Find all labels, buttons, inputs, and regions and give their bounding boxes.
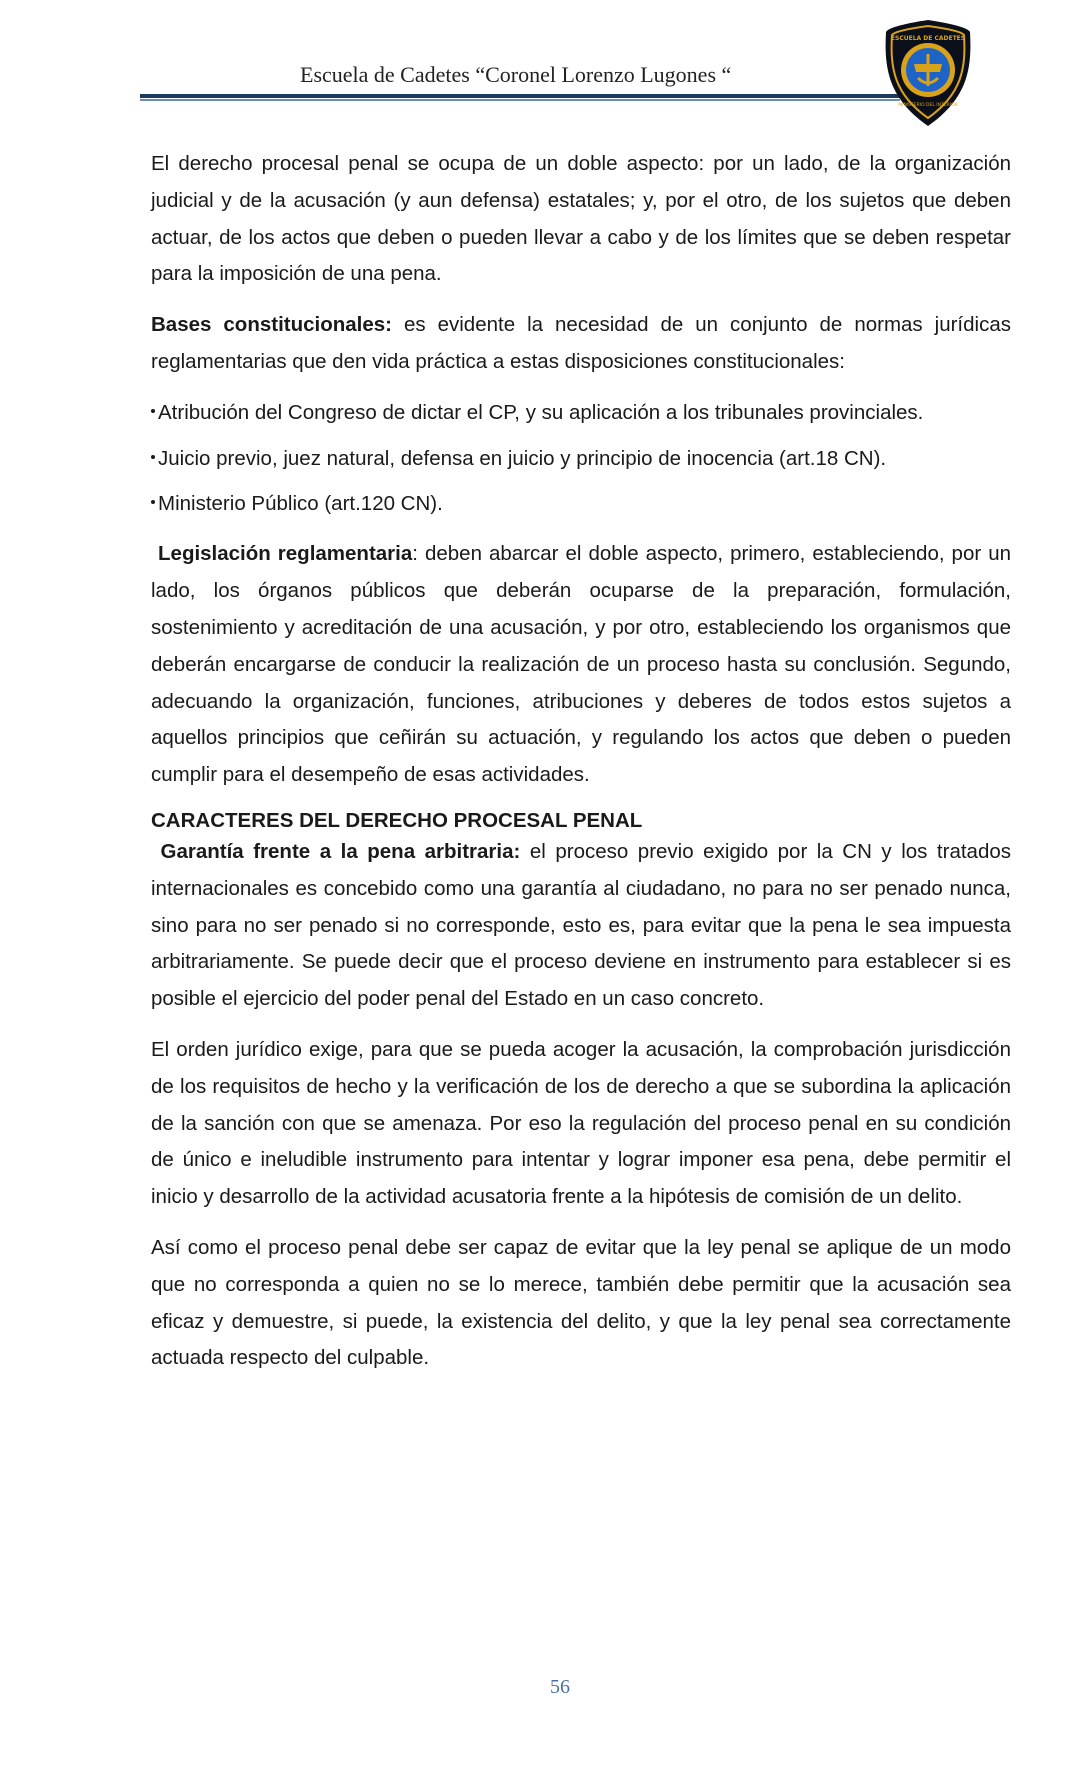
bullet-dot-icon	[151, 500, 155, 504]
bullet-item	[151, 486, 1011, 523]
bullet-text: Juicio previo, juez natural, defensa en juicio y principio de inocencia (art.18 CN).	[158, 446, 887, 470]
seal-top-text: ESCUELA DE CADETES	[890, 35, 966, 42]
garantia-label: Garantía frente a la pena arbitraria:	[160, 839, 521, 863]
legislacion-paragraph	[151, 536, 1011, 794]
legislacion-text: : deben abarcar el doble aspecto, primero, estableciendo, por un lado, los órganos públicos que deberán ocuparse de la preparación, formulación, sostenimiento y acreditación de una acusación, y por otro, estableciendo los organismos que deberán encargarse de conducir la realización de un proceso hasta su conclusión. Segundo, adecuando la organización, funciones, atribuciones y deberes de todos estos sujetos a aquellos principios que ceñirán su actuación, y regulando los actos que deben o pueden cumplir para el desempeño de esas actividades.	[151, 542, 1011, 787]
header-title: Escuela de Cadetes “Coronel Lorenzo Lugones “	[300, 62, 732, 87]
bullet-item	[151, 446, 1011, 472]
bullet-item	[151, 395, 1011, 432]
page-header	[0, 0, 1080, 120]
seal-bottom-text: MINISTERIO DEL INTERIOR	[898, 103, 958, 108]
garantia-paragraph	[151, 834, 1011, 1018]
legislacion-label: Legislación reglamentaria	[158, 542, 413, 566]
page-number: 56	[550, 1676, 570, 1698]
bullet-text: Ministerio Público (art.120 CN).	[158, 491, 443, 515]
bullet-dot-icon	[151, 409, 155, 413]
bullet-dot-icon	[151, 455, 155, 459]
garantia-text: el proceso previo exigido por la CN y los tratados internacionales es concebido como una garantía al ciudadano, no para no ser penado nunca, sino para no ser penado si no corresponde, esto es, para evitar que la pena le sea impuesta arbitrariamente. Se puede decir que el proceso deviene en instrumento para establecer si es posible el ejercicio del poder penal del Estado en un caso concreto.	[151, 839, 1011, 1011]
bases-label: Bases constitucionales:	[151, 313, 392, 337]
bases-text: es evidente la necesidad de un conjunto de normas jurídicas reglamentarias que den vida práctica a estas disposiciones constitucionales:	[151, 313, 1011, 373]
section-heading: CARACTERES DEL DERECHO PROCESAL PENAL	[151, 808, 643, 832]
asi-paragraph: Así como el proceso penal debe ser capaz de evitar que la ley penal se aplique de un modo que no corresponda a quien no se lo merece, también debe permitir que la acusación sea eficaz y demuestre, si puede, la existencia del delito, y que la ley penal sea correctamente actuada respecto del culpable.	[151, 1235, 1011, 1370]
bases-paragraph	[151, 307, 1011, 381]
document-body	[151, 146, 1011, 1391]
bullet-text: Atribución del Congreso de dictar el CP, y su aplicación a los tribunales provinciales.	[158, 400, 924, 424]
header-rule-accent	[140, 99, 900, 101]
orden-paragraph: El orden jurídico exige, para que se pueda acoger la acusación, la comprobación jurisdicción de los requisitos de hecho y la verificación de los de derecho a que se subordina la aplicación de la sanción con que se amenaza. Por eso la regulación del proceso penal en su condición de único e ineludible instrumento para intentar y lograr imponer esa pena, debe permitir el inicio y desarrollo de la actividad acusatoria frente a la hipótesis de comisión de un delito.	[151, 1037, 1011, 1209]
header-rule	[140, 94, 900, 98]
school-seal-logo	[884, 18, 972, 128]
intro-paragraph: El derecho procesal penal se ocupa de un doble aspecto: por un lado, de la organización judicial y de la acusación (y aun defensa) estatales; y, por el otro, de los sujetos que deben actuar, de los actos que deben o pueden llevar a cabo y de los límites que se deben respetar para la imposición de una pena.	[151, 152, 1011, 286]
